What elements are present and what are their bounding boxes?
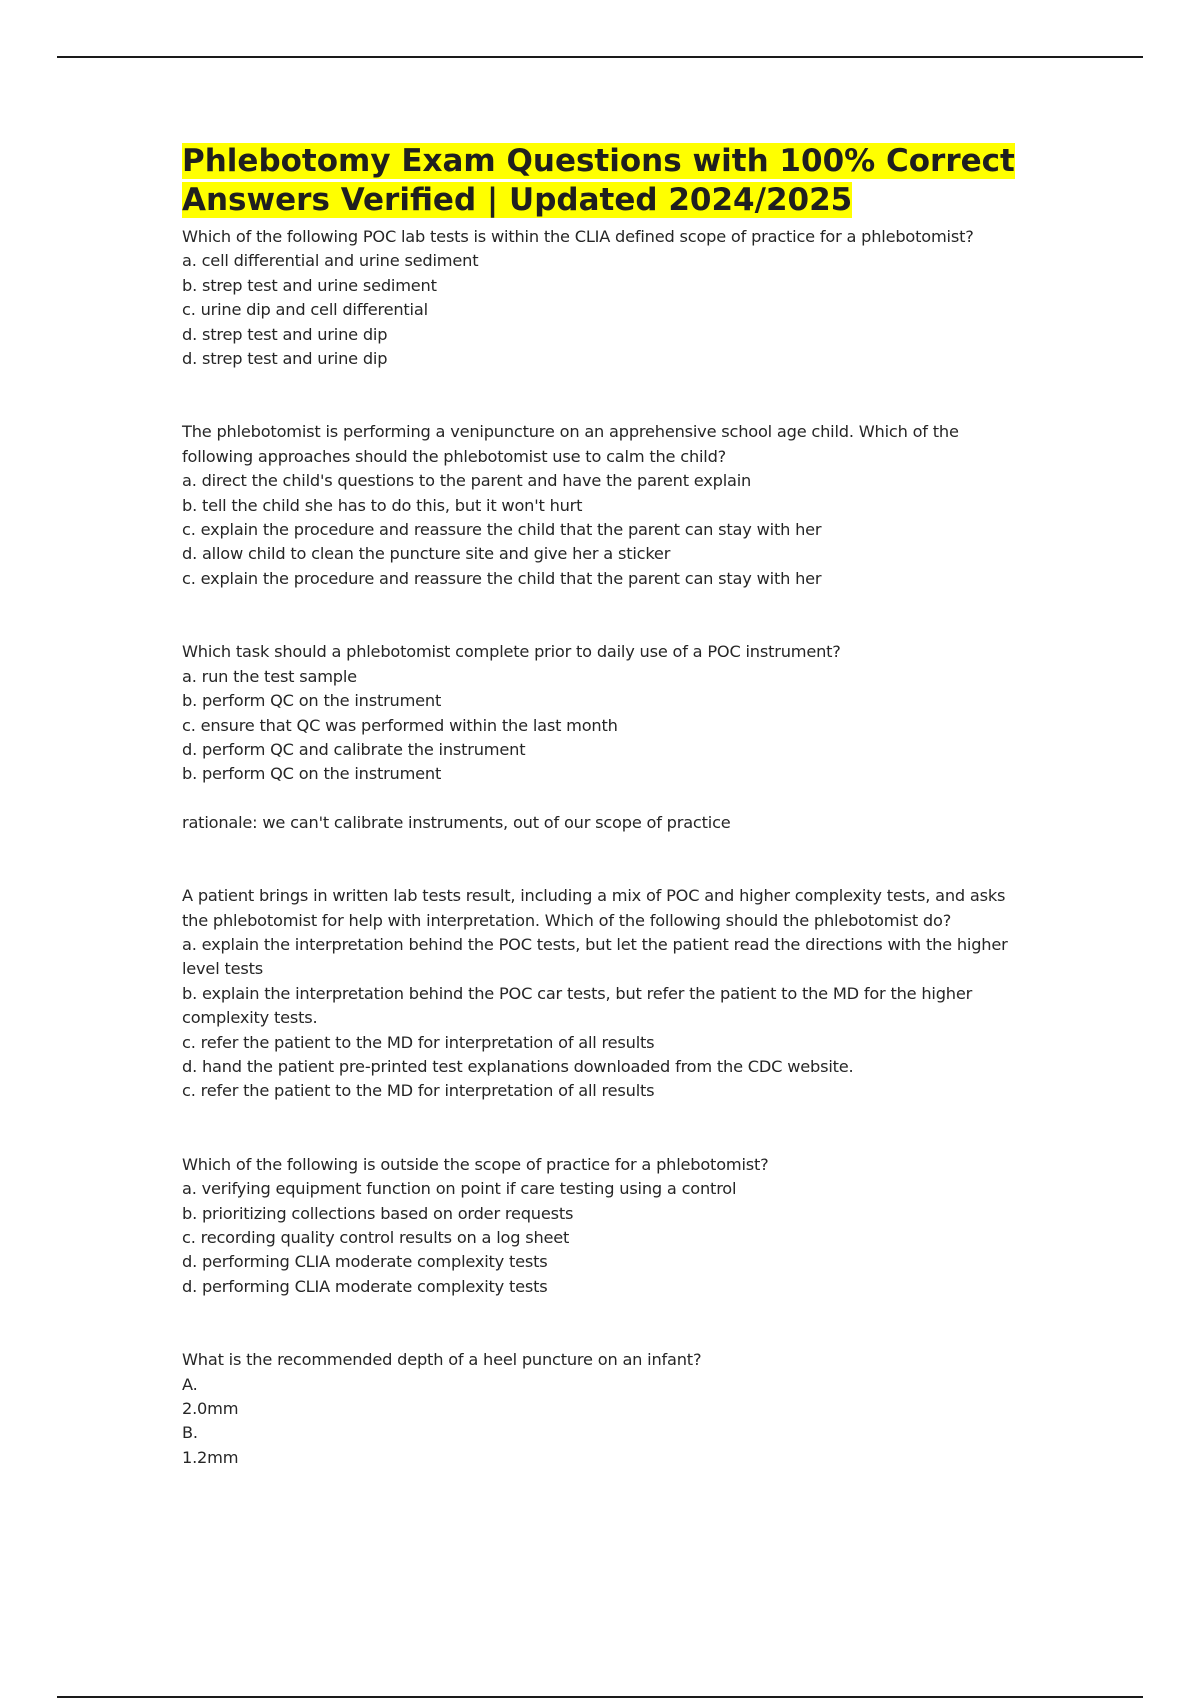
option-d: d. allow child to clean the puncture site and give her a sticker — [182, 544, 671, 564]
title-highlight: Phlebotomy Exam Questions with 100% Correct Answers Verified | Updated 2024/2025 — [182, 143, 1015, 218]
option-a-value: 2.0mm — [182, 1399, 239, 1419]
question-text: Which of the following is outside the scope of practice for a phlebotomist? — [182, 1154, 769, 1174]
document-page — [182, 142, 1022, 1470]
question-block-5 — [182, 1153, 1022, 1299]
bottom-rule — [57, 1696, 1143, 1698]
option-a: a. direct the child's questions to the parent and have the parent explain — [182, 471, 752, 491]
answer-line: d. performing CLIA moderate complexity tests — [182, 1276, 548, 1296]
option-d: d. performing CLIA moderate complexity tests — [182, 1252, 548, 1272]
option-b-label: B. — [182, 1423, 198, 1443]
spacer — [182, 591, 1022, 640]
spacer — [182, 371, 1022, 420]
question-text: A patient brings in written lab tests result, including a mix of POC and higher complexity tests, and asks the phlebotomist for help with interpretation. Which of the following should the phlebotomist do? — [182, 886, 1006, 930]
document-title — [182, 142, 1022, 219]
option-a: a. run the test sample — [182, 666, 357, 686]
question-text: Which of the following POC lab tests is within the CLIA defined scope of practice for a phlebotomist? — [182, 227, 974, 246]
option-a: a. cell differential and urine sediment — [182, 251, 479, 271]
question-text: Which task should a phlebotomist complete prior to daily use of a POC instrument? — [182, 642, 841, 662]
question-block-1 — [182, 225, 1022, 371]
question-block-2 — [182, 420, 1022, 591]
spacer — [182, 1299, 1022, 1348]
option-c: c. urine dip and cell differential — [182, 300, 428, 320]
top-rule — [57, 56, 1143, 58]
question-block-6 — [182, 1348, 1022, 1470]
option-d: d. hand the patient pre-printed test explanations downloaded from the CDC website. — [182, 1056, 854, 1076]
option-b-value: 1.2mm — [182, 1447, 239, 1467]
option-b: b. strep test and urine sediment — [182, 275, 437, 295]
question-block-3 — [182, 640, 1022, 835]
option-d: d. perform QC and calibrate the instrument — [182, 739, 526, 759]
question-block-4 — [182, 884, 1022, 1104]
rationale-line: rationale: we can't calibrate instruments, out of our scope of practice — [182, 812, 731, 832]
spacer — [182, 835, 1022, 884]
answer-line: c. refer the patient to the MD for interpretation of all results — [182, 1081, 655, 1101]
answer-line: c. explain the procedure and reassure the child that the parent can stay with her — [182, 568, 822, 588]
spacer — [182, 1104, 1022, 1153]
answer-line: b. perform QC on the instrument — [182, 764, 442, 784]
option-b: b. tell the child she has to do this, but it won't hurt — [182, 495, 583, 515]
answer-line: d. strep test and urine dip — [182, 349, 388, 369]
option-b: b. perform QC on the instrument — [182, 691, 442, 711]
option-c: c. refer the patient to the MD for interpretation of all results — [182, 1032, 655, 1052]
option-c: c. explain the procedure and reassure the child that the parent can stay with her — [182, 520, 822, 540]
option-b: b. prioritizing collections based on order requests — [182, 1203, 574, 1223]
option-a: a. verifying equipment function on point if care testing using a control — [182, 1179, 737, 1199]
option-a: a. explain the interpretation behind the POC tests, but let the patient read the directions with the higher level tests — [182, 934, 1008, 979]
option-b: b. explain the interpretation behind the POC car tests, but refer the patient to the MD for the higher complexity tests. — [182, 983, 973, 1028]
option-a-label: A. — [182, 1374, 198, 1394]
question-text: The phlebotomist is performing a venipuncture on an apprehensive school age child. Which of the following approaches should the phlebotomist use to calm the child? — [182, 422, 959, 466]
spacer — [182, 787, 1022, 811]
option-c: c. ensure that QC was performed within the last month — [182, 715, 618, 735]
question-text: What is the recommended depth of a heel puncture on an infant? — [182, 1350, 702, 1370]
option-d: d. strep test and urine dip — [182, 324, 388, 344]
option-c: c. recording quality control results on a log sheet — [182, 1228, 570, 1247]
